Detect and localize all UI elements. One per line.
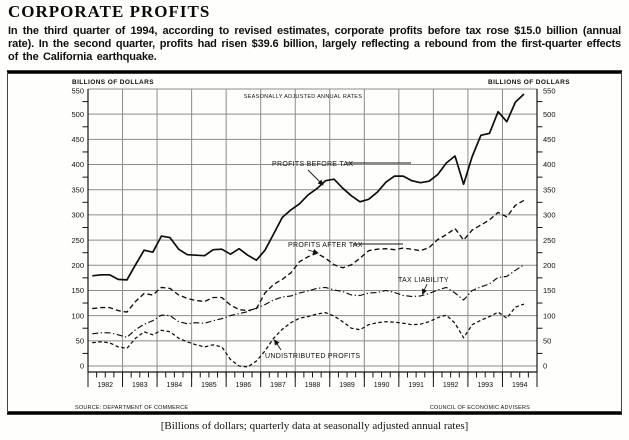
series-label-profits-before-tax: PROFITS BEFORE TAX <box>272 161 354 168</box>
y-tick-label-left: 250 <box>71 235 84 245</box>
x-tick-label-year: 1984 <box>166 382 183 389</box>
y-tick-label-left: 550 <box>71 86 84 96</box>
y-tick-label-right: 250 <box>543 235 556 245</box>
y-tick-label-right: 500 <box>543 109 556 119</box>
arrow-undistributed-profits <box>275 340 282 350</box>
y-tick-label-left: 0 <box>79 361 84 371</box>
series-label-profits-after-tax: PROFITS AFTER TAX <box>288 242 363 249</box>
y-tick-label-right: 300 <box>543 210 556 220</box>
x-tick-label-year: 1994 <box>511 382 528 389</box>
y-axis-title-right: BILLIONS OF DOLLARS <box>488 79 570 86</box>
y-tick-label-left: 200 <box>71 260 84 270</box>
x-tick-label-year: 1985 <box>201 382 217 389</box>
y-tick-label-left: 50 <box>75 336 84 346</box>
x-tick-label-year: 1988 <box>304 382 321 389</box>
y-tick-label-left: 100 <box>71 311 84 321</box>
y-tick-label-right: 350 <box>543 185 556 195</box>
y-tick-label-right: 0 <box>543 361 548 371</box>
intro-paragraph: In the third quarter of 1994, according to revised estimates, corporate profits before tax rose $15.0 billion (annual rate). In the second quarter, profits had risen $39.6 billion, largely reflecting a rebound from the first-quarter effects of the California earthquake. <box>8 25 621 63</box>
y-tick-label-right: 150 <box>543 286 556 296</box>
y-tick-label-left: 450 <box>71 135 84 145</box>
chart-canvas <box>7 70 622 415</box>
y-tick-label-right: 450 <box>543 135 556 145</box>
series-label-undistributed-profits: UNDISTRIBUTED PROFITS <box>265 353 361 360</box>
x-tick-label-year: 1991 <box>408 382 424 389</box>
arrow-profits-before-tax <box>308 170 323 185</box>
x-tick-label-year: 1986 <box>235 382 252 389</box>
x-tick-label-year: 1982 <box>97 382 114 389</box>
chart-note: SEASONALLY ADJUSTED ANNUAL RATES <box>243 94 363 100</box>
y-tick-label-right: 400 <box>543 160 556 170</box>
x-tick-label-year: 1987 <box>270 382 286 389</box>
x-tick-label-year: 1989 <box>339 382 355 389</box>
y-tick-label-left: 400 <box>71 160 84 170</box>
x-tick-label-year: 1992 <box>442 382 459 389</box>
series-label-tax-liability: TAX LIABILITY <box>398 277 449 284</box>
chart-annotation-leaders <box>275 163 428 350</box>
y-tick-label-right: 100 <box>543 311 556 321</box>
page-title: CORPORATE PROFITS <box>8 2 211 21</box>
source-right: COUNCIL OF ECONOMIC ADVISERS <box>429 405 530 411</box>
figure-caption: [Billions of dollars; quarterly data at seasonally adjusted annual rates] <box>160 420 469 432</box>
arrow-tax-liability <box>423 284 428 294</box>
y-tick-label-right: 550 <box>543 86 556 96</box>
source-left: SOURCE: DEPARTMENT OF COMMERCE <box>75 405 189 411</box>
y-tick-label-left: 500 <box>71 109 84 119</box>
corporate-profits-figure <box>7 70 622 415</box>
y-axis-title-left: BILLIONS OF DOLLARS <box>72 79 154 86</box>
y-tick-label-right: 50 <box>543 336 552 346</box>
y-tick-label-left: 350 <box>71 185 84 195</box>
x-tick-label-year: 1983 <box>132 382 148 389</box>
arrow-profits-after-tax <box>308 250 318 253</box>
y-tick-label-left: 300 <box>71 210 84 220</box>
chart-axes <box>71 87 555 390</box>
x-tick-label-year: 1993 <box>477 382 493 389</box>
x-tick-label-year: 1990 <box>373 382 390 389</box>
y-tick-label-right: 200 <box>543 260 556 270</box>
y-tick-label-left: 150 <box>71 286 84 296</box>
